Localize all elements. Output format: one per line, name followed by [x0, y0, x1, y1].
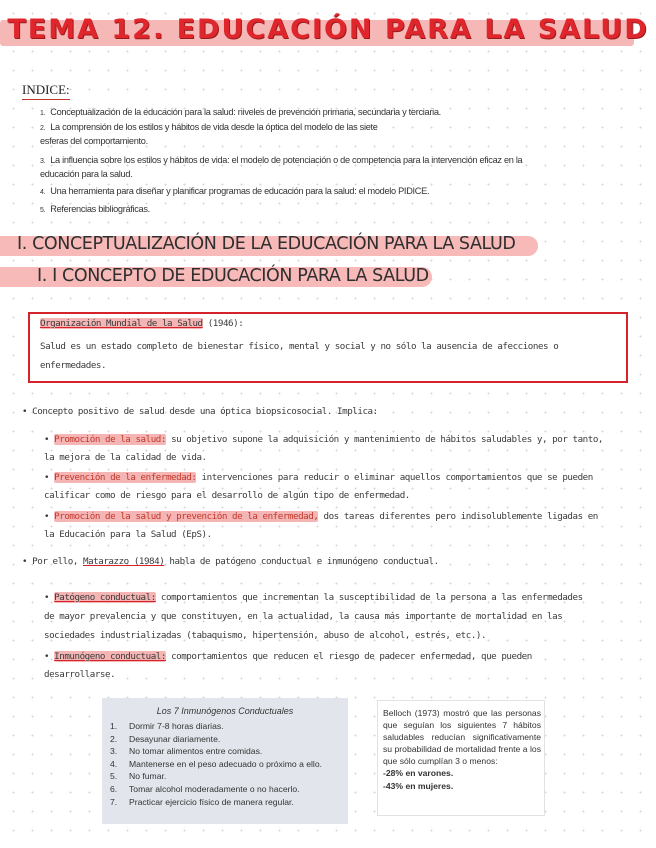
index-item-2 [40, 121, 650, 135]
bullet-dot: • [44, 472, 55, 483]
immunogen-item: 3. No tomar alimentos entre comidas. [110, 746, 263, 757]
bullet-inmunogeno [44, 647, 532, 667]
immunogen-item: 1. Dormir 7-8 horas diarias. [110, 721, 224, 731]
immunogen-item: 5. No fumar. [110, 771, 167, 782]
text-ambas: dos tareas diferentes pero indisolublemente ligadas en [323, 511, 598, 522]
belloch-women: -43% en mujeres. [383, 780, 454, 791]
bullet-patogeno [44, 588, 583, 608]
bullet-dot: • [44, 434, 55, 445]
index-item-number: 4. [40, 189, 46, 196]
bullet-patogeno-cont2: sociedades industrializadas (tabaquismo, hipertensión, abuso de alcohol, estrés, etc.). [44, 630, 487, 641]
matarazzo-author: Matarazzo (1984) [83, 556, 165, 567]
index-item-number: 2. [40, 125, 46, 132]
index-item-number: 1. [40, 110, 46, 117]
immunogen-item: 6. Tomar alcohol moderadamente o no hacerlo. [110, 783, 300, 794]
bullet-dot: • [44, 651, 55, 662]
immunogens-panel [102, 698, 348, 824]
bullet-dot: • [44, 592, 55, 603]
index-item-3 [40, 154, 656, 168]
index-item-3-cont: educación para la salud. [40, 169, 133, 179]
text-inmunogeno: comportamientos que reducen el riesgo de padecer enfermedad, que pueden [171, 651, 532, 662]
bullet-dot: • [44, 511, 55, 522]
index-item-number: 5. [40, 207, 46, 214]
index-item-4 [40, 185, 650, 199]
text-promocion: su objetivo supone la adquisición y mantenimiento de hábitos saludables y, por tanto, [171, 434, 603, 445]
belloch-panel [377, 700, 545, 816]
index-item-text: La comprensión de los estilos y hábitos de vida desde la óptica del modelo de las siete [50, 122, 378, 132]
bullet-prevencion [44, 468, 593, 488]
index-item-2-cont: esferas del comportamiento. [40, 136, 148, 146]
index-item-text: Conceptualización de la educación para la salud: niveles de prevención primaria, secundaria y terciaria. [50, 107, 441, 117]
index-heading: INDICE: [22, 82, 70, 100]
index-item-5 [40, 203, 650, 217]
immunogen-item: 4. Mantenerse en el peso adecuado o próximo a ello. [110, 758, 323, 769]
index-item-text: La influencia sobre los estilos y hábitos de vida: el modelo de potenciación o de competencia para la intervención eficaz en la [50, 155, 523, 165]
immunogen-item: 7. Practicar ejercicio físico de manera regular. [110, 796, 294, 807]
belloch-men: -28% en varones. [383, 768, 454, 779]
bullet-ambas [44, 507, 598, 527]
term-promocion: Promoción de la salud: [54, 434, 166, 445]
term-patogeno: Patógeno conductual: [54, 592, 156, 603]
bullet-promocion [44, 430, 603, 450]
definition-line-1: Salud es un estado completo de bienestar físico, mental y social y no sólo la ausencia de afecciones o [40, 341, 559, 352]
immunogens-title: Los 7 Inmunógenos Conductuales [156, 706, 294, 716]
bullet-prevencion-cont: calificar como de riesgo para el desarrollo de algún tipo de enfermedad. [44, 490, 410, 501]
index-item-text: Referencias bibliográficas. [50, 204, 150, 214]
matarazzo-intro [22, 552, 439, 572]
who-year: (1946): [207, 318, 244, 329]
page-title: TEMA 12. EDUCACIÓN PARA LA SALUD [7, 14, 649, 45]
definition-line-2: enfermedades. [40, 360, 107, 371]
text-patogeno: comportamientos que incrementan la susceptibilidad de la persona a las enfermedades [160, 592, 583, 603]
term-ambas: Promoción de la salud y prevención de la enfermedad, [54, 511, 319, 522]
term-prevencion: Prevención de la enfermedad: [54, 472, 197, 483]
matarazzo-pre: • Por ello, [22, 556, 78, 567]
term-inmunogeno: Inmunógeno conductual: [54, 651, 166, 662]
who-source: Organización Mundial de la Salud [40, 318, 203, 329]
index-item-number: 3. [40, 158, 46, 165]
text-prevencion: intervenciones para reducir o eliminar aquellos comportamientos que se pueden [201, 472, 593, 483]
immunogens-list [110, 720, 346, 808]
bullet-patogeno-cont1: de mayor prevalencia y que constituyen, en la actualidad, la causa más importante de mortalidad en las [44, 611, 563, 622]
index-item-1 [40, 106, 650, 120]
matarazzo-post: habla de patógeno conductual e inmunógeno conductual. [169, 556, 439, 567]
belloch-text-block [383, 707, 541, 792]
bullet-ambas-cont: la Educación para la Salud (EpS). [44, 529, 212, 540]
definition-source-line [40, 314, 243, 334]
section-heading: I. CONCEPTUALIZACIÓN DE LA EDUCACIÓN PARA LA SALUD [17, 234, 516, 254]
bullet-promocion-cont: la mejora de la calidad de vida. [44, 452, 207, 463]
index-item-text: Una herramienta para diseñar y planificar programas de educación para la salud: el modelo PIDICE. [50, 186, 430, 196]
subsection-heading: I. I CONCEPTO DE EDUCACIÓN PARA LA SALUD [37, 266, 429, 286]
immunogen-item: 2. Desayunar diariamente. [110, 733, 221, 744]
concept-intro: • Concepto positivo de salud desde una óptica biopsicosocial. Implica: [22, 406, 378, 417]
bullet-inmunogeno-cont: desarrollarse. [44, 669, 116, 680]
belloch-text: Belloch (1973) mostró que las personas que seguían los siguientes 7 hábitos saludables reducían significativamente su probabilidad de mortalidad frente a los que sólo cumplían 3 o menos: [383, 708, 541, 767]
